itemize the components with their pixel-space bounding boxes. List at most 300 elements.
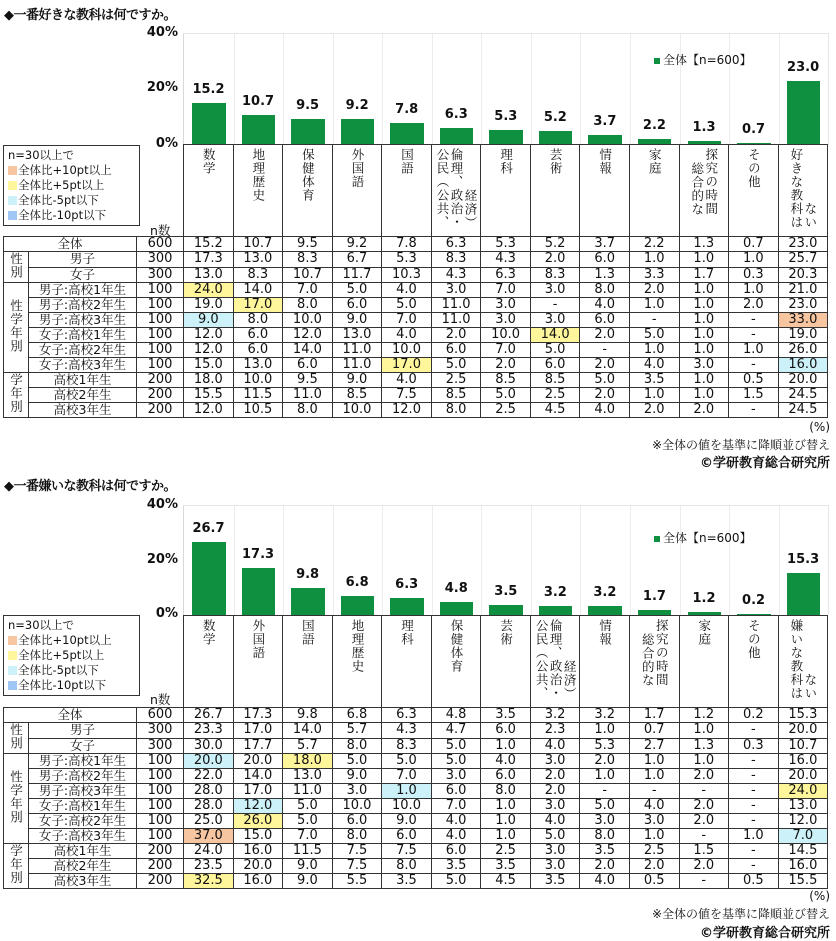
value-cell: 6.0 bbox=[481, 723, 531, 739]
value-cell: 1.0 bbox=[629, 298, 679, 313]
value-cell: 8.0 bbox=[431, 403, 481, 418]
value-cell: 3.5 bbox=[629, 373, 679, 388]
value-cell: 20.3 bbox=[778, 267, 828, 283]
table-row bbox=[4, 388, 828, 403]
value-cell: 5.3 bbox=[382, 252, 432, 268]
n-count: 100 bbox=[137, 814, 184, 829]
value-cell: 3.0 bbox=[530, 844, 580, 859]
n-count: 600 bbox=[137, 708, 184, 723]
value-cell: 3.0 bbox=[629, 814, 679, 829]
value-cell: 3.0 bbox=[530, 313, 580, 328]
value-cell: 4.0 bbox=[382, 328, 432, 343]
value-cell: 6.0 bbox=[431, 844, 481, 859]
column-header bbox=[629, 616, 679, 708]
n-count: 100 bbox=[137, 328, 184, 343]
value-cell: - bbox=[679, 829, 729, 844]
value-cell: 9.8 bbox=[283, 708, 333, 723]
value-cell: 5.3 bbox=[481, 237, 531, 252]
bar bbox=[291, 588, 325, 615]
value-cell: 4.0 bbox=[382, 283, 432, 298]
column-header-text: 総合的な bbox=[689, 161, 705, 216]
row-label: 高校1年生 bbox=[29, 373, 137, 388]
bar-value-label: 3.2 bbox=[593, 585, 617, 601]
bar bbox=[489, 605, 523, 615]
column-header bbox=[629, 145, 679, 237]
n-count: 300 bbox=[137, 738, 184, 754]
value-cell: 30.0 bbox=[184, 738, 234, 754]
value-cell: 3.5 bbox=[530, 874, 580, 889]
value-cell: 9.5 bbox=[283, 373, 333, 388]
grid-line bbox=[283, 506, 284, 615]
value-cell: 14.0 bbox=[283, 723, 333, 739]
value-cell: 10.0 bbox=[283, 313, 333, 328]
disliked-subject-section bbox=[0, 470, 836, 940]
column-header-text: 保健体育 bbox=[449, 619, 465, 673]
value-cell: 11.0 bbox=[332, 358, 382, 373]
row-label: 女子:高校3年生 bbox=[29, 829, 137, 844]
value-cell: - bbox=[629, 784, 679, 799]
table-row bbox=[4, 283, 828, 298]
table-row bbox=[4, 358, 828, 373]
column-header bbox=[778, 616, 828, 708]
value-cell: 3.7 bbox=[580, 237, 630, 252]
bar bbox=[192, 103, 226, 145]
table-row bbox=[4, 267, 828, 283]
value-cell: 3.2 bbox=[530, 708, 580, 723]
column-header bbox=[580, 145, 630, 237]
value-cell: 6.3 bbox=[481, 267, 531, 283]
value-cell: 13.0 bbox=[233, 252, 283, 268]
n-count: 100 bbox=[137, 754, 184, 769]
value-cell: 2.0 bbox=[629, 403, 679, 418]
value-cell: 1.0 bbox=[382, 784, 432, 799]
y-tick-20: 20% bbox=[146, 552, 178, 567]
value-cell: 12.0 bbox=[184, 328, 234, 343]
value-cell: 24.5 bbox=[778, 388, 828, 403]
value-cell: - bbox=[729, 328, 779, 343]
value-cell: 2.7 bbox=[629, 738, 679, 754]
value-cell: 2.0 bbox=[431, 328, 481, 343]
row-label: 全体 bbox=[4, 708, 137, 723]
value-cell: 1.2 bbox=[679, 708, 729, 723]
grid-line bbox=[382, 34, 383, 145]
value-cell: 17.0 bbox=[233, 723, 283, 739]
row-group-text: 学年別 bbox=[8, 844, 24, 885]
value-cell: 3.5 bbox=[580, 844, 630, 859]
value-cell: 2.0 bbox=[629, 859, 679, 874]
value-cell: 11.0 bbox=[283, 388, 333, 403]
bar-plot bbox=[183, 505, 829, 615]
row-group-label bbox=[4, 844, 29, 889]
value-cell: 8.0 bbox=[233, 313, 283, 328]
value-cell: 18.0 bbox=[184, 373, 234, 388]
bar bbox=[539, 606, 573, 615]
legend-label: 全体比-5pt以下 bbox=[18, 663, 99, 677]
row-group-text: 性別 bbox=[8, 252, 24, 279]
value-cell: 17.0 bbox=[382, 358, 432, 373]
column-header bbox=[679, 145, 729, 237]
value-cell: 16.0 bbox=[233, 844, 283, 859]
n-count: 200 bbox=[137, 874, 184, 889]
value-cell: 0.5 bbox=[729, 874, 779, 889]
value-cell: 3.0 bbox=[481, 313, 531, 328]
value-cell: 10.3 bbox=[382, 267, 432, 283]
value-cell: 11.5 bbox=[283, 844, 333, 859]
row-group-label bbox=[4, 252, 29, 283]
column-header-text: ない bbox=[802, 673, 818, 700]
value-cell: 2.0 bbox=[530, 769, 580, 784]
value-cell: 2.0 bbox=[729, 298, 779, 313]
bar bbox=[440, 602, 474, 615]
value-cell: 23.0 bbox=[778, 237, 828, 252]
column-header-text: 地理歴史 bbox=[250, 148, 266, 202]
column-header bbox=[382, 145, 432, 237]
value-cell: 5.0 bbox=[481, 388, 531, 403]
value-cell: 13.0 bbox=[332, 328, 382, 343]
table-row bbox=[4, 844, 828, 859]
column-header bbox=[233, 145, 283, 237]
n-count: 100 bbox=[137, 799, 184, 814]
row-label: 男子:高校3年生 bbox=[29, 313, 137, 328]
value-cell: 6.8 bbox=[332, 708, 382, 723]
grid-line bbox=[333, 34, 334, 145]
value-cell: 26.7 bbox=[184, 708, 234, 723]
column-header-text: 理科 bbox=[399, 619, 415, 646]
bar-value-label: 6.8 bbox=[345, 575, 369, 591]
value-cell: 18.0 bbox=[283, 754, 333, 769]
crosstab-table bbox=[3, 615, 828, 889]
column-header bbox=[481, 616, 531, 708]
value-cell: 1.7 bbox=[629, 708, 679, 723]
table-row bbox=[4, 723, 828, 739]
column-header-text: 保健体育 bbox=[300, 148, 316, 202]
value-cell: 1.0 bbox=[629, 754, 679, 769]
bar-value-label: 15.3 bbox=[787, 552, 820, 568]
value-cell: 5.0 bbox=[530, 343, 580, 358]
table-row bbox=[4, 343, 828, 358]
bar-value-label: 3.7 bbox=[593, 113, 617, 129]
value-cell: 1.0 bbox=[679, 388, 729, 403]
value-cell: 2.5 bbox=[629, 844, 679, 859]
value-cell: 4.0 bbox=[530, 738, 580, 754]
legend-label: 全体比-10pt以下 bbox=[18, 208, 107, 222]
value-cell: 5.0 bbox=[629, 328, 679, 343]
bar-value-label: 1.2 bbox=[692, 590, 716, 606]
value-cell: 3.0 bbox=[530, 799, 580, 814]
value-cell: 2.0 bbox=[481, 358, 531, 373]
table-row bbox=[4, 859, 828, 874]
value-cell: 1.0 bbox=[481, 814, 531, 829]
value-cell: 1.0 bbox=[629, 343, 679, 358]
value-cell: 20.0 bbox=[778, 723, 828, 739]
value-cell: 8.0 bbox=[283, 403, 333, 418]
row-label: 全体 bbox=[4, 237, 137, 252]
value-cell: 3.0 bbox=[332, 784, 382, 799]
value-cell: 14.0 bbox=[233, 283, 283, 298]
series-legend-label: 全体【n=600】 bbox=[663, 53, 752, 67]
value-cell: 21.0 bbox=[778, 283, 828, 298]
value-cell: 6.0 bbox=[431, 343, 481, 358]
value-cell: 1.0 bbox=[580, 723, 630, 739]
legend-label: 全体比+5pt以上 bbox=[18, 178, 105, 192]
row-label: 女子 bbox=[29, 267, 137, 283]
value-cell: 7.0 bbox=[382, 313, 432, 328]
value-cell: 3.5 bbox=[431, 859, 481, 874]
bar-value-label: 9.2 bbox=[345, 98, 369, 114]
value-cell: 1.3 bbox=[679, 237, 729, 252]
value-cell: 1.7 bbox=[679, 267, 729, 283]
bar-value-label: 6.3 bbox=[395, 576, 419, 592]
table-row bbox=[4, 708, 828, 723]
column-header-text: 公民（公共、 bbox=[435, 148, 451, 229]
column-header-text: ない bbox=[802, 202, 818, 229]
value-cell: 2.0 bbox=[679, 403, 729, 418]
value-cell: 9.0 bbox=[184, 313, 234, 328]
value-cell: 24.0 bbox=[184, 844, 234, 859]
value-cell: - bbox=[729, 814, 779, 829]
grid-line bbox=[333, 506, 334, 615]
value-cell: 13.0 bbox=[283, 769, 333, 784]
grid-line bbox=[779, 34, 780, 145]
column-header-text: 国語 bbox=[399, 148, 415, 175]
value-cell: 1.0 bbox=[679, 754, 729, 769]
value-cell: 3.5 bbox=[382, 874, 432, 889]
value-cell: 6.0 bbox=[481, 769, 531, 784]
value-cell: 7.0 bbox=[283, 283, 333, 298]
value-cell: 11.0 bbox=[431, 298, 481, 313]
bar bbox=[588, 606, 622, 615]
value-cell: 12.0 bbox=[233, 799, 283, 814]
value-cell: 10.0 bbox=[233, 373, 283, 388]
value-cell: - bbox=[729, 313, 779, 328]
column-header-text: 家庭 bbox=[696, 619, 712, 646]
series-legend bbox=[654, 51, 752, 68]
value-cell: 6.0 bbox=[530, 358, 580, 373]
value-cell: 1.0 bbox=[679, 252, 729, 268]
value-cell: 1.0 bbox=[679, 373, 729, 388]
value-cell: 4.3 bbox=[481, 252, 531, 268]
bar-plot bbox=[183, 33, 829, 145]
column-header-text: 公民（公共、 bbox=[534, 619, 550, 700]
value-cell: 6.0 bbox=[580, 252, 630, 268]
bar bbox=[242, 115, 276, 145]
value-cell: 10.7 bbox=[233, 237, 283, 252]
value-cell: 2.5 bbox=[530, 388, 580, 403]
n-count: 300 bbox=[137, 252, 184, 268]
value-cell: 3.5 bbox=[481, 708, 531, 723]
column-header bbox=[332, 145, 382, 237]
value-cell: 7.0 bbox=[382, 769, 432, 784]
value-cell: 15.0 bbox=[233, 829, 283, 844]
value-cell: 8.3 bbox=[431, 252, 481, 268]
value-cell: - bbox=[729, 358, 779, 373]
sort-note: ※全体の値を基準に降順並び替え bbox=[651, 438, 830, 452]
column-header bbox=[431, 145, 481, 237]
value-cell: 6.0 bbox=[332, 814, 382, 829]
header-row bbox=[4, 616, 828, 708]
value-cell: 3.0 bbox=[530, 859, 580, 874]
legend-label: 全体比+10pt以上 bbox=[18, 163, 112, 177]
row-label: 高校2年生 bbox=[29, 388, 137, 403]
value-cell: 25.0 bbox=[184, 814, 234, 829]
value-cell: 19.0 bbox=[778, 328, 828, 343]
column-header-text: 好きな教科は bbox=[788, 148, 804, 229]
value-cell: 3.0 bbox=[481, 298, 531, 313]
value-cell: 2.0 bbox=[580, 859, 630, 874]
value-cell: 1.0 bbox=[481, 829, 531, 844]
bar-value-label: 23.0 bbox=[787, 60, 820, 76]
row-label: 女子:高校2年生 bbox=[29, 814, 137, 829]
value-cell: 13.0 bbox=[233, 358, 283, 373]
value-cell: 0.3 bbox=[729, 267, 779, 283]
value-cell: - bbox=[629, 313, 679, 328]
bar-value-label: 3.5 bbox=[494, 584, 518, 600]
value-cell: 10.0 bbox=[481, 328, 531, 343]
value-cell: 8.3 bbox=[530, 267, 580, 283]
value-cell: 23.0 bbox=[778, 298, 828, 313]
sort-note: ※全体の値を基準に降順並び替え bbox=[651, 907, 830, 921]
column-header-text: 数学 bbox=[201, 619, 217, 646]
value-cell: 16.0 bbox=[778, 859, 828, 874]
value-cell: - bbox=[729, 754, 779, 769]
grid-line bbox=[432, 506, 433, 615]
n-count: 200 bbox=[137, 373, 184, 388]
row-label: 男子:高校3年生 bbox=[29, 784, 137, 799]
grid-line bbox=[531, 34, 532, 145]
table-row bbox=[4, 298, 828, 313]
value-cell: 9.0 bbox=[332, 313, 382, 328]
value-cell: 0.3 bbox=[729, 738, 779, 754]
row-label: 高校3年生 bbox=[29, 874, 137, 889]
bar-value-label: 17.3 bbox=[242, 546, 275, 562]
value-cell: 6.0 bbox=[283, 358, 333, 373]
value-cell: 3.0 bbox=[431, 769, 481, 784]
column-header bbox=[184, 145, 234, 237]
column-header-text: 地理歴史 bbox=[349, 619, 365, 673]
bar bbox=[787, 573, 821, 615]
grid-line bbox=[234, 34, 235, 145]
value-cell: 1.0 bbox=[729, 343, 779, 358]
value-cell: 28.0 bbox=[184, 784, 234, 799]
y-tick-40: 40% bbox=[146, 25, 178, 40]
value-cell: 5.0 bbox=[283, 799, 333, 814]
value-cell: 11.7 bbox=[332, 267, 382, 283]
value-cell: 4.0 bbox=[580, 403, 630, 418]
value-cell: 15.3 bbox=[778, 708, 828, 723]
value-cell: 6.0 bbox=[431, 784, 481, 799]
value-cell: 23.5 bbox=[184, 859, 234, 874]
value-cell: 4.0 bbox=[431, 829, 481, 844]
value-cell: 8.5 bbox=[332, 388, 382, 403]
value-cell: 12.0 bbox=[382, 403, 432, 418]
value-cell: 17.7 bbox=[233, 738, 283, 754]
column-header-text: 理科 bbox=[498, 148, 514, 175]
n-count: 100 bbox=[137, 784, 184, 799]
value-cell: 5.0 bbox=[283, 814, 333, 829]
value-cell: 2.0 bbox=[530, 784, 580, 799]
column-header-text: 芸術 bbox=[548, 148, 564, 175]
value-cell: 7.5 bbox=[332, 859, 382, 874]
value-cell: 4.3 bbox=[382, 723, 432, 739]
legend-header: n=30以上で bbox=[8, 148, 75, 162]
n-count: 300 bbox=[137, 267, 184, 283]
column-header bbox=[382, 616, 432, 708]
value-cell: 2.2 bbox=[629, 237, 679, 252]
row-label: 女子:高校1年生 bbox=[29, 328, 137, 343]
value-cell: 11.0 bbox=[431, 313, 481, 328]
legend-label: 全体比-5pt以下 bbox=[18, 193, 99, 207]
copyright-credit: ©学研教育総合研究所 bbox=[699, 456, 830, 471]
legend-label: 全体比+5pt以上 bbox=[18, 648, 105, 662]
value-cell: 4.7 bbox=[431, 723, 481, 739]
grid-line bbox=[432, 34, 433, 145]
value-cell: 16.0 bbox=[233, 874, 283, 889]
row-group-text: 学年別 bbox=[8, 373, 24, 414]
value-cell: 8.0 bbox=[382, 859, 432, 874]
value-cell: 4.0 bbox=[382, 373, 432, 388]
bar-value-label: 4.8 bbox=[444, 580, 468, 596]
n-count: 200 bbox=[137, 844, 184, 859]
unit-label: (%) bbox=[809, 420, 830, 434]
value-cell: 3.3 bbox=[629, 267, 679, 283]
value-cell: 20.0 bbox=[778, 769, 828, 784]
table-row bbox=[4, 237, 828, 252]
value-cell: 1.0 bbox=[729, 283, 779, 298]
value-cell: 1.0 bbox=[679, 298, 729, 313]
value-cell: 0.2 bbox=[729, 708, 779, 723]
favorite-subject-section bbox=[0, 0, 836, 470]
row-group-label bbox=[4, 373, 29, 418]
copyright-credit: ©学研教育総合研究所 bbox=[699, 926, 830, 941]
grid-line bbox=[382, 506, 383, 615]
value-cell: 4.0 bbox=[580, 298, 630, 313]
bar-value-label: 9.8 bbox=[296, 567, 320, 583]
value-cell: - bbox=[729, 403, 779, 418]
column-header-text: 情報 bbox=[597, 619, 613, 646]
value-cell: 3.5 bbox=[481, 859, 531, 874]
value-cell: 8.5 bbox=[431, 388, 481, 403]
value-cell: - bbox=[729, 723, 779, 739]
value-cell: 5.0 bbox=[332, 754, 382, 769]
legend-label: 全体比+10pt以上 bbox=[18, 633, 112, 647]
bar bbox=[787, 81, 821, 145]
value-cell: 0.5 bbox=[729, 373, 779, 388]
value-cell: 4.0 bbox=[481, 754, 531, 769]
value-cell: 5.5 bbox=[332, 874, 382, 889]
value-cell: 9.0 bbox=[283, 859, 333, 874]
value-cell: 8.0 bbox=[332, 738, 382, 754]
value-cell: 1.0 bbox=[729, 252, 779, 268]
value-cell: 11.0 bbox=[283, 784, 333, 799]
value-cell: 1.0 bbox=[481, 738, 531, 754]
n-count: 200 bbox=[137, 859, 184, 874]
bar bbox=[291, 119, 325, 145]
row-label: 男子:高校2年生 bbox=[29, 298, 137, 313]
row-group-label bbox=[4, 723, 29, 754]
value-cell: 7.0 bbox=[481, 283, 531, 298]
value-cell: 2.0 bbox=[530, 252, 580, 268]
column-header-text: 嫌いな教科は bbox=[788, 619, 804, 700]
table-row bbox=[4, 252, 828, 268]
value-cell: 26.0 bbox=[233, 814, 283, 829]
value-cell: 6.3 bbox=[431, 237, 481, 252]
value-cell: 1.0 bbox=[580, 769, 630, 784]
value-cell: 8.5 bbox=[530, 373, 580, 388]
value-cell: 1.0 bbox=[679, 283, 729, 298]
bar bbox=[539, 131, 573, 145]
n-count: 200 bbox=[137, 403, 184, 418]
n-count: 100 bbox=[137, 283, 184, 298]
